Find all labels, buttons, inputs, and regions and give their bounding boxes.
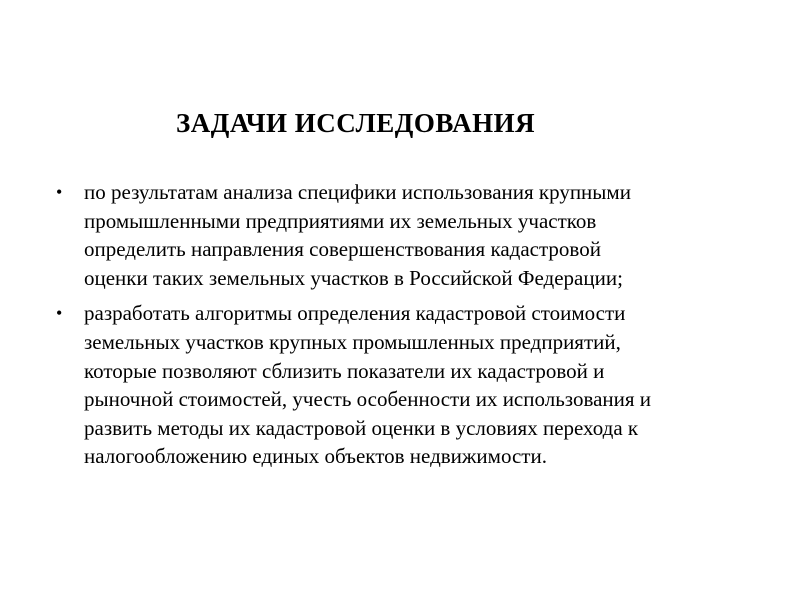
bullet-text-line: оценки таких земельных участков в Российской Федерации;	[84, 265, 623, 290]
bullet-item	[48, 299, 748, 471]
bullet-text-line: земельных участков крупных промышленных предприятий,	[84, 329, 621, 354]
bullet-text-line: развить методы их кадастровой оценки в условиях перехода к	[84, 415, 639, 440]
slide-title: ЗАДАЧИ ИССЛЕДОВАНИЯ	[176, 108, 536, 138]
bullet-text-line: определить направления совершенствования кадастровой	[84, 237, 601, 262]
bullet-text-line: по результатам анализа специфики использования крупными	[84, 180, 631, 204]
bullet-item	[48, 178, 748, 292]
bullet-text-line: которые позволяют сблизить показатели их кадастровой и	[84, 358, 605, 383]
bullet-text-line: рыночной стоимостей, учесть особенности их использования и	[84, 387, 652, 412]
bullet-text-line: промышленными предприятиями их земельных участков	[84, 208, 597, 233]
bullet-list	[48, 178, 748, 478]
bullet-dot-icon: •	[56, 182, 63, 202]
bullet-text-line: налогообложению единых объектов недвижимости.	[84, 444, 547, 469]
bullet-dot-icon: •	[56, 303, 63, 324]
bullet-text-line: разработать алгоритмы определения кадастровой стоимости	[84, 301, 626, 326]
